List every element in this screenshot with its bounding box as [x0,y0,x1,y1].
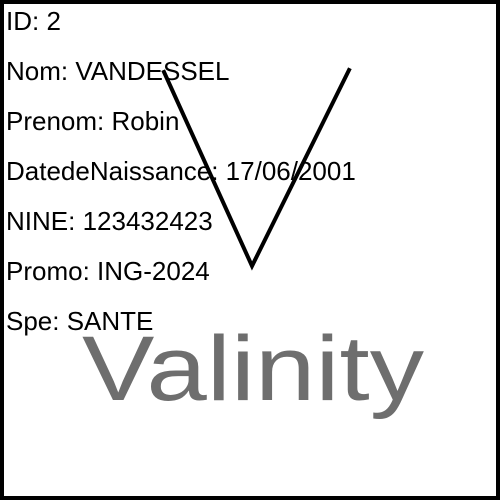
field-promo-text: Promo: ING-2024 [6,256,210,286]
field-promo [6,256,356,306]
field-id-text: ID: 2 [6,6,61,36]
field-spe-text: Spe: SANTE [6,306,154,336]
field-date-naissance [6,156,356,206]
field-prenom [6,106,356,156]
field-nine-text: NINE: 123432423 [6,206,213,236]
logo-wordmark: Valinity [82,318,424,420]
field-nom-text: Nom: VANDESSEL [6,56,230,86]
field-id [6,6,356,56]
field-nom [6,56,356,106]
field-date-naissance-text: DatedeNaissance: 17/06/2001 [6,156,356,186]
student-info-list [6,6,356,356]
field-prenom-text: Prenom: Robin [6,106,180,136]
field-nine [6,206,356,256]
field-spe [6,306,356,356]
